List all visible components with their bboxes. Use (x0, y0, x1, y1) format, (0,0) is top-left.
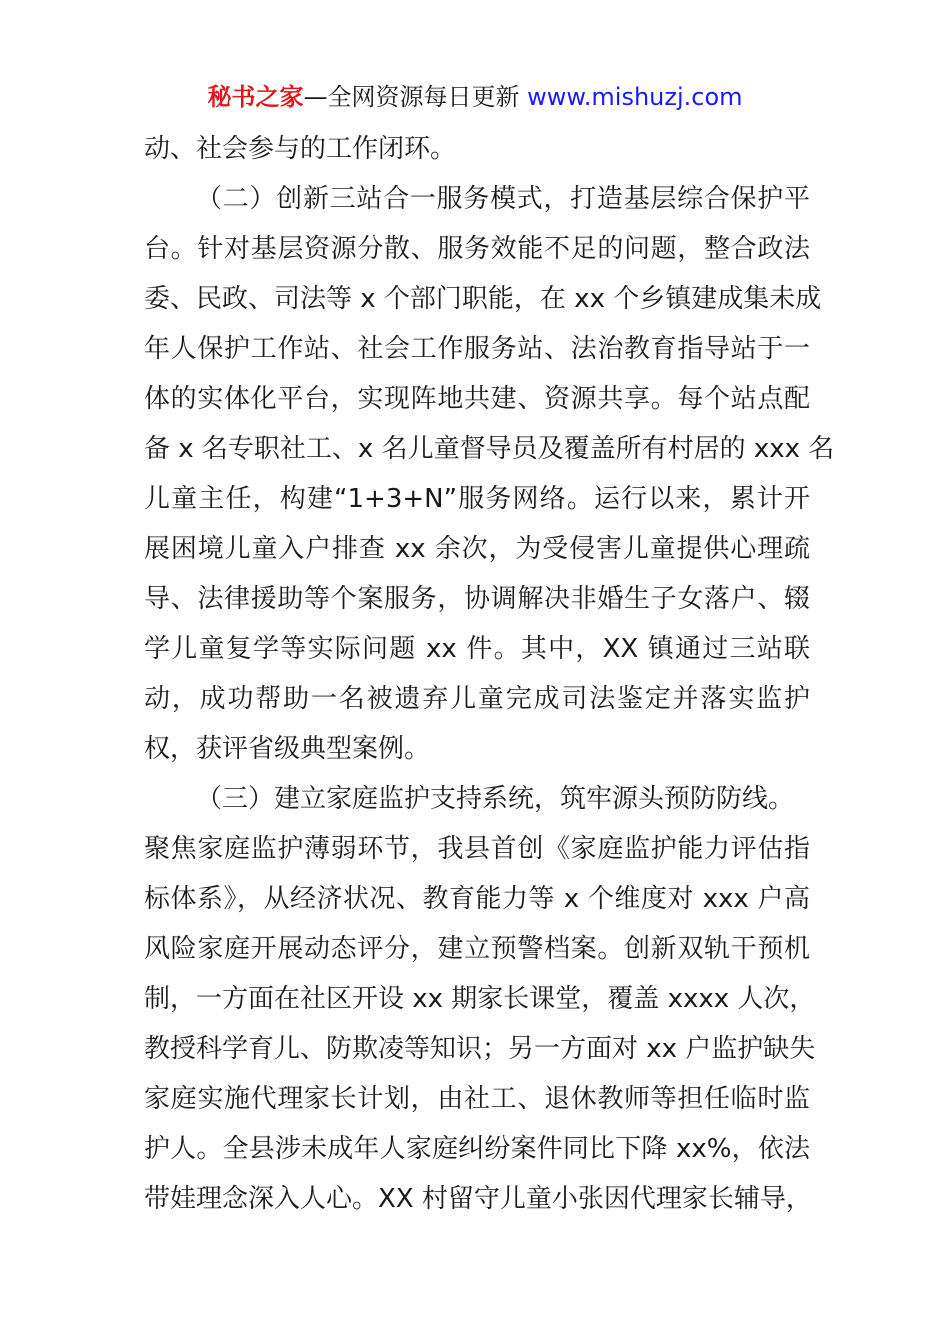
section-heading-3: （三）建立家庭监护支持系统，筑牢源头预防防线。 (196, 784, 795, 814)
section-heading-2: （二）创新三站合一服务模式，打造基层综合保护平 (196, 184, 810, 214)
text-line: 年人保护工作站、社会工作服务站、法治教育指导站于一 (144, 334, 810, 364)
text-line: 制，一方面在社区开设 xx 期家长课堂，覆盖 xxxx 人次， (144, 984, 816, 1014)
site-header (0, 80, 950, 114)
text-line: 风险家庭开展动态评分，建立预警档案。创新双轨干预机 (144, 934, 810, 964)
text-line: 动，成功帮助一名被遗弃儿童完成司法鉴定并落实监护 (144, 684, 810, 714)
text-line: 标体系》，从经济状况、教育能力等 x 个维度对 xxx 户高 (144, 884, 810, 914)
text-line: 学儿童复学等实际问题 xx 件。其中，XX 镇通过三站联 (144, 634, 810, 664)
text-line: 台。针对基层资源分散、服务效能不足的问题，整合政法 (144, 234, 810, 264)
site-url[interactable]: www.mishuzj.com (527, 83, 743, 111)
text-line: 家庭实施代理家长计划，由社工、退休教师等担任临时监 (144, 1084, 810, 1114)
text-line: 委、民政、司法等 x 个部门职能，在 xx 个乡镇建成集未成 (144, 284, 822, 314)
site-brand: 秘书之家 (207, 83, 304, 111)
text-line: 备 x 名专职社工、x 名儿童督导员及覆盖所有村居的 xxx 名 (144, 434, 835, 464)
document-body (144, 124, 835, 1224)
text-line: 带娃理念深入人心。XX 村留守儿童小张因代理家长辅导， (144, 1184, 812, 1214)
text-line: 儿童主任，构建“1+3+N”服务网络。运行以来，累计开 (144, 484, 810, 514)
text-line: 展困境儿童入户排查 xx 余次，为受侵害儿童提供心理疏 (144, 534, 810, 564)
text-line: 导、法律援助等个案服务，协调解决非婚生子女落户、辍 (144, 584, 810, 614)
text-line: 权，获评省级典型案例。 (144, 734, 431, 764)
text-line: 动、社会参与的工作闭环。 (144, 134, 457, 164)
text-line: 体的实体化平台，实现阵地共建、资源共享。每个站点配 (144, 384, 810, 414)
text-line: 护人。全县涉未成年人家庭纠纷案件同比下降 xx%，依法 (144, 1134, 810, 1164)
site-tagline: —全网资源每日更新 (303, 83, 520, 111)
text-line: 教授科学育儿、防欺凌等知识；另一方面对 xx 户监护缺失 (144, 1034, 816, 1064)
text-line: 聚焦家庭监护薄弱环节，我县首创《家庭监护能力评估指 (144, 834, 810, 864)
